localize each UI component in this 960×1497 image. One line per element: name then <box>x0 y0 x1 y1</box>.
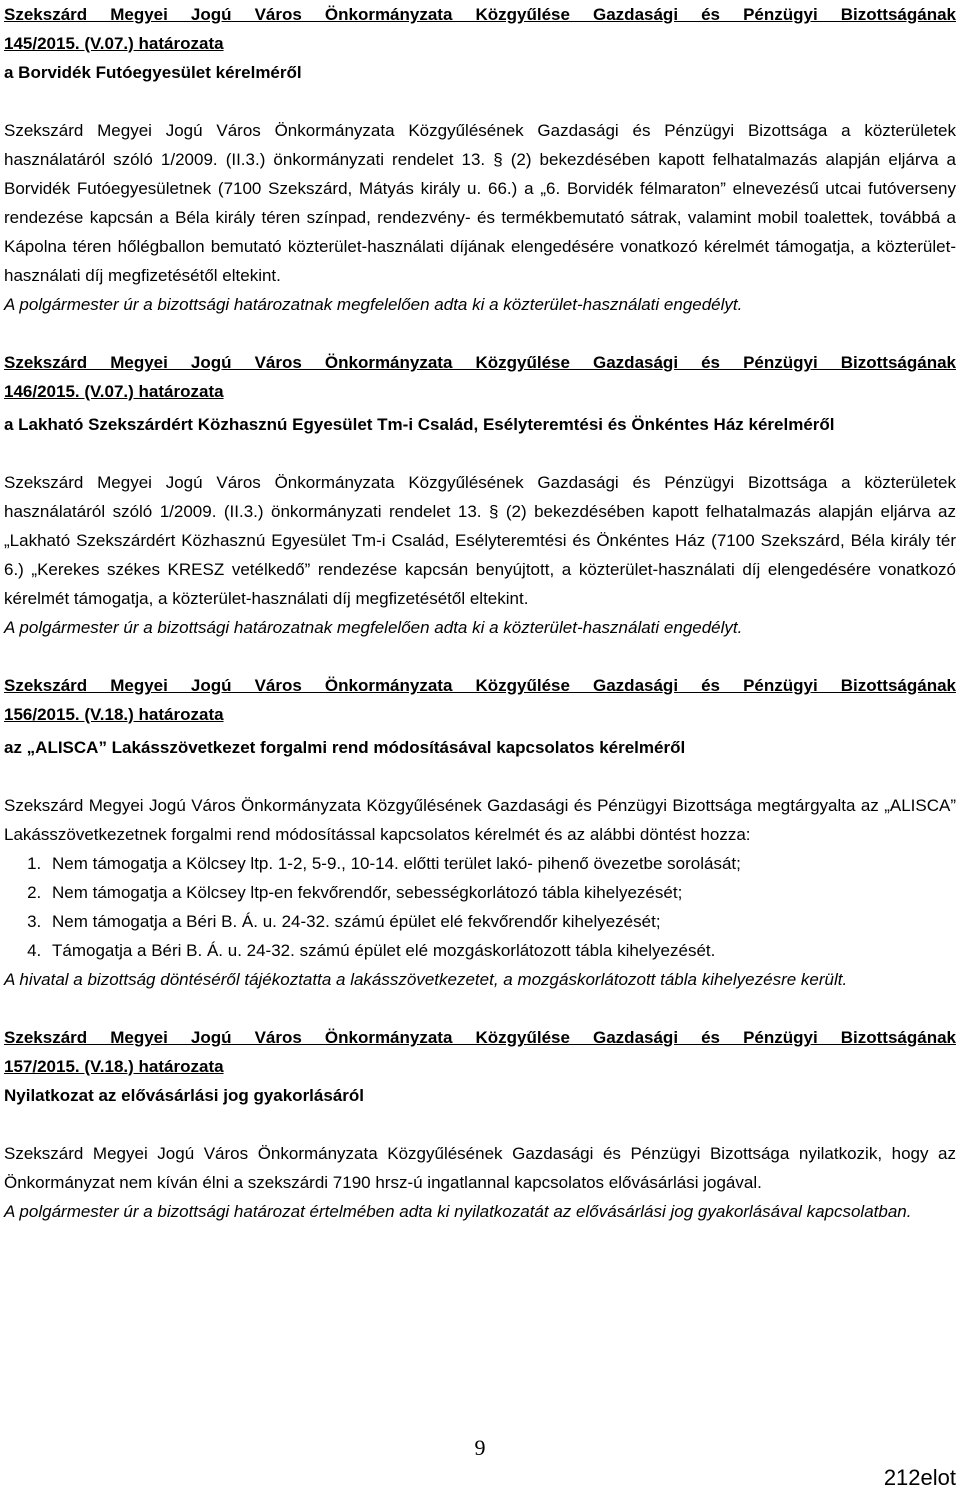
resolution-body: Szekszárd Megyei Jogú Város Önkormányzata Közgyűlésének Gazdasági és Pénzügyi Bizottsága nyilatkozik, hogy az Önkormányzat nem kíván élni a szekszárdi 7190 hrsz-ú ingatlannal kapcsolatos elővásárlási jogával. <box>4 1144 956 1192</box>
resolution-heading: Szekszárd Megyei Jogú Város Önkormányzata Közgyűlése Gazdasági és Pénzügyi Bizottságának <box>4 1028 956 1047</box>
resolution-body: Szekszárd Megyei Jogú Város Önkormányzata Közgyűlésének Gazdasági és Pénzügyi Bizottsága a közterületek használatáról szóló 1/2009. (II.3.) önkormányzati rendelet 13. § (2) bekezdésében kapott felhatalmazás alapján eljárva az „Lakható Szekszárdért Közhasznú Egyesület Tm-i Család, Esélyteremtési és Önkéntes Ház (7100 Szekszárd, Béla király tér 6.) „Kerekes székes KRESZ vetélkedő” rendezése kapcsán benyújtott, a közterület-használati díj elengedésére vonatkozó kérelmét támogatja, a közterület-használati díj megfizetésétől eltekint. <box>4 473 956 608</box>
resolution-subject: a Lakható Szekszárdért Közhasznú Egyesület Tm-i Család, Esélyteremtési és Önkéntes Ház kérelméről <box>4 415 835 434</box>
list-item: 1. Nem támogatja a Kölcsey ltp. 1-2, 5-9., 10-14. előtti terület lakó- pihenő övezetbe sorolását; <box>46 849 956 878</box>
document-page <box>4 0 956 1255</box>
resolution-heading: Szekszárd Megyei Jogú Város Önkormányzata Közgyűlése Gazdasági és Pénzügyi Bizottságának <box>4 5 956 24</box>
resolution-heading: Szekszárd Megyei Jogú Város Önkormányzata Közgyűlése Gazdasági és Pénzügyi Bizottságának <box>4 676 956 695</box>
resolution-146 <box>4 348 956 642</box>
resolution-145 <box>4 0 956 319</box>
resolution-heading: Szekszárd Megyei Jogú Város Önkormányzata Közgyűlése Gazdasági és Pénzügyi Bizottságának <box>4 353 956 372</box>
resolution-157 <box>4 1023 956 1226</box>
resolution-note: A hivatal a bizottság döntéséről tájékoztatta a lakásszövetkezetet, a mozgáskorlátozott tábla kihelyezésre került. <box>4 970 848 989</box>
resolution-body: Szekszárd Megyei Jogú Város Önkormányzata Közgyűlésének Gazdasági és Pénzügyi Bizottsága a közterületek használatáról szóló 1/2009. (II.3.) önkormányzati rendelet 13. § (2) bekezdésében kapott felhatalmazás alapján eljárva a Borvidék Futóegyesületnek (7100 Szekszárd, Mátyás király u. 66.) a „6. Borvidék félmaraton” elnevezésű utcai futóverseny rendezése kapcsán a Béla király téren színpad, rendezvény- és termékbemutató sátrak, valamint mobil toalettek, továbbá a Kápolna téren hőlégballon bemutató közterület-használati díjának elengedésére vonatkozó kérelmét támogatja, a közterület-használati díj megfizetésétől eltekint. <box>4 121 956 285</box>
resolution-note: A polgármester úr a bizottsági határozat értelmében adta ki nyilatkozatát az elővásárlási jog gyakorlásával kapcsolatban. <box>4 1202 912 1221</box>
resolution-number: 145/2015. (V.07.) határozata <box>4 34 224 53</box>
resolution-subject: Nyilatkozat az elővásárlási jog gyakorlásáról <box>4 1086 364 1105</box>
page-number: 9 <box>474 1435 486 1460</box>
resolution-number: 157/2015. (V.18.) határozata <box>4 1057 224 1076</box>
watermark-text: 212elot <box>883 1465 956 1490</box>
resolution-body: Szekszárd Megyei Jogú Város Önkormányzata Közgyűlésének Gazdasági és Pénzügyi Bizottsága megtárgyalta az „ALISCA” Lakásszövetkezetnek forgalmi rend módosítással kapcsolatos kérelmét és az alábbi döntést hozza: <box>4 796 956 844</box>
list-item: 4. Támogatja a Béri B. Á. u. 24-32. számú épület elé mozgáskorlátozott tábla kihelyezését. <box>46 936 956 965</box>
resolution-subject: a Borvidék Futóegyesület kérelméről <box>4 63 302 82</box>
list-item: 3. Nem támogatja a Béri B. Á. u. 24-32. számú épület elé fekvőrendőr kihelyezését; <box>46 907 956 936</box>
resolution-note: A polgármester úr a bizottsági határozatnak megfelelően adta ki a közterület-használati engedélyt. <box>4 618 743 637</box>
resolution-156 <box>4 671 956 994</box>
resolution-number: 146/2015. (V.07.) határozata <box>4 382 224 401</box>
resolution-subject: az „ALISCA” Lakásszövetkezet forgalmi rend módosításával kapcsolatos kérelméről <box>4 738 686 757</box>
resolution-number: 156/2015. (V.18.) határozata <box>4 705 224 724</box>
resolution-note: A polgármester úr a bizottsági határozatnak megfelelően adta ki a közterület-használati engedélyt. <box>4 295 743 314</box>
decision-list <box>4 849 956 965</box>
list-item: 2. Nem támogatja a Kölcsey ltp-en fekvőrendőr, sebességkorlátozó tábla kihelyezését; <box>46 878 956 907</box>
